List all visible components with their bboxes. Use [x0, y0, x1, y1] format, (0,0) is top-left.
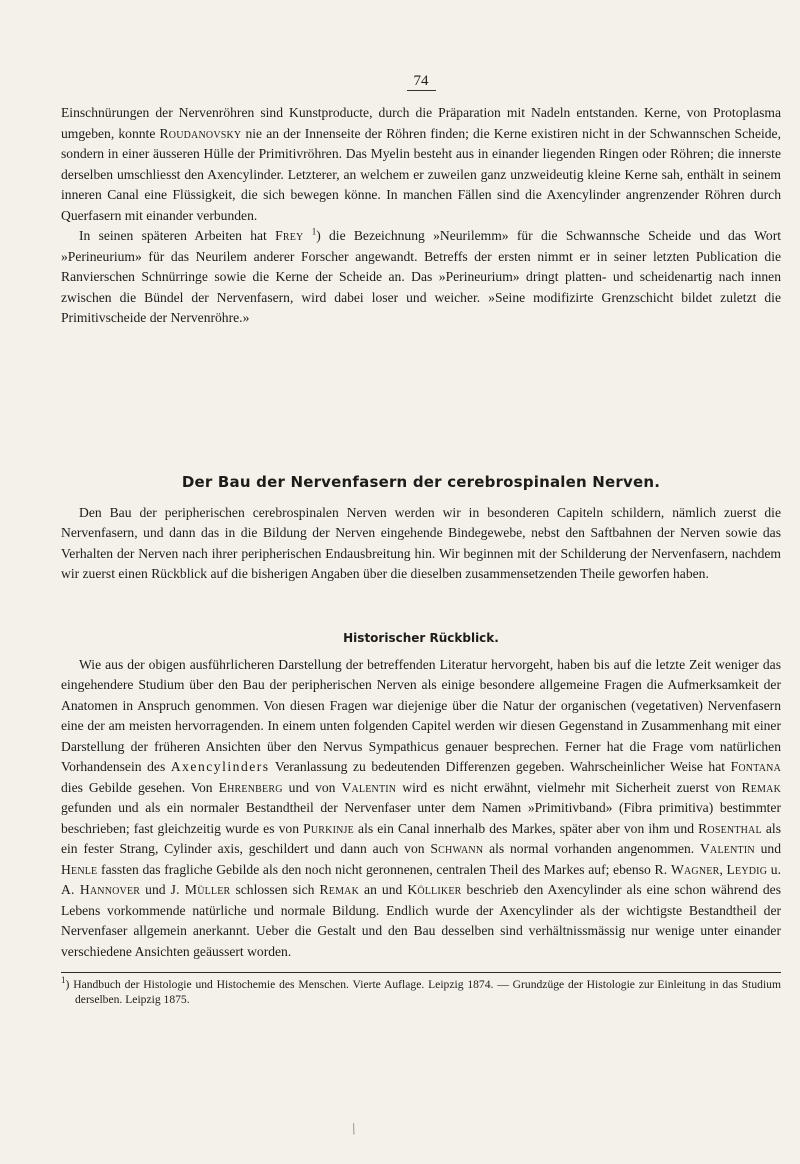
author-hannover: A. Hannover: [61, 882, 141, 897]
author-remak-2: Remak: [319, 882, 360, 897]
author-kolliker: Kölliker: [407, 882, 462, 897]
author-purkinje: Purkinje: [303, 820, 354, 836]
page-number: 74: [61, 72, 781, 91]
author-henle: Henle: [61, 861, 98, 877]
term-axencylinders: Axencylinders: [170, 759, 270, 774]
historical-paragraph: Wie aus der obigen ausführlicheren Darstellung der betreffenden Literatur hervorgeht, haben bis auf die letzte Zeit weniger das eingehendere Studium über den Bau der peripherischen Nerven als einige besondere allgemeine Fragen die Aufmerksamkeit der Anatomen in Anspruch genommen. Von diesen Fragen war diejenige über die Natur der organischen (vegetativen) Nervenfasern eine der am meisten hervorragenden. In einem unten folgenden Capitel werden wir diesen Gegenstand in Zusammenhang mit einer Darstellung der früheren Ansichten über den Nervus Sympathicus genauer besprechen. Ferner hat die Frage vom natürlichen Vorhandensein des Axencylinders Veranlassung zu bedeutenden Differenzen gegeben. Wahrscheinlicher Weise hat Fontana dies Gebilde gesehen. Von Ehrenberg und von Valentin wird es nicht erwähnt, vielmehr mit Sicherheit zuerst von Remak gefunden und als ein normaler Bestandtheil der Nervenfaser unter dem Namen »Primitivband» (Fibra primitiva) bestimmter beschrieben; fast gleichzeitig wurde es von Purkinje als ein Canal innerhalb des Markes, später aber von ihm und Rosenthal als ein fester Strang, Cylinder axis, geschildert und dann auch von Schwann als normal vorhanden angenommen. Valentin und Henle fassten das fragliche Gebilde als den noch nicht geronnenen, centralen Theil des Markes auf; ebenso R. Wagner, Leydig u. A. Hannover und J. Müller schlossen sich Remak an und Kölliker beschrieb den Axencylinder als eine schon während des Lebens vorkommende natürliche und normale Bildung. Endlich wurde der Axencylinder als der wichtigste Bestandtheil der Nervenfaser allgemein anerkannt. Ueber die Gestalt und den Bau desselben sind verhältnissmässig nur wenige unter einander verschiedene Ansichten geäussert worden.: [61, 656, 782, 959]
author-remak: Remak: [741, 779, 781, 795]
stray-mark: /: [349, 1120, 360, 1139]
subsection-title: Historischer Rückblick.: [343, 630, 499, 645]
intro-paragraph-1: Einschnürungen der Nervenröhren sind Kunstproducte, durch die Präparation mit Nadeln entstanden. Kerne, von Protoplasma umgeben, konnte Roudanovsky nie an der Innenseite der Röhren finden; die Kerne existiren nicht in der Schwannschen Scheide, sondern in einer äusseren Hülle der Primitivröhren. Das Myelin besteht aus in einander liegenden Ringen oder Röhren; die innerste derselben umschliesst den Axencylinder. Letzterer, an welchem er zuweilen ganz unzweideutig kleine Kerne sah, enthält in seinem inneren Canal eine Flüssigkeit, die sich bewegen könne. In manchen Fällen sind die Axencylinder angrenzender Röhren durch Querfasern mit einander verbunden.: [61, 105, 781, 223]
intro-paragraph-2: In seinen späteren Arbeiten hat Frey $^1$) die Bezeichnung »Neurilemm» für die Schwannsche Scheide und das Wort »Perineurium» für das Neurilem anderer Forscher angewandt. Betreffs der ersten nimmt er in seiner letzten Publication die Ranvierschen Schnürringe sowie die Kerne der Scheide an. Das »Perineurium» dringt platten- und scheidenartig nach innen zwischen die Bündel der Nervenfasern, wird dabei loser und weicher. »Seine modifizirte Grenzschicht bildet zuletzt die Primitivscheide der Nervenröhre.»: [61, 226, 781, 325]
footnote-marker: 1: [61, 975, 66, 986]
author-schwann: Schwann: [430, 841, 484, 856]
author-roudanovsky: Roudanovsky: [159, 125, 242, 141]
page: [61, 72, 781, 1007]
footnote-rule: [61, 972, 781, 973]
author-leydig: Leydig: [726, 861, 768, 877]
footnote-reference: 1: [311, 226, 317, 237]
author-valentin-2: Valentin: [700, 841, 755, 856]
author-muller: J. Müller: [170, 882, 231, 897]
author-frey: Frey: [275, 228, 304, 243]
author-rosenthal: Rosenthal: [698, 820, 762, 836]
footnote: $^1$) Handbuch der Histologie und Histochemie des Menschen. Vierte Auflage. Leipzig 1874. — Grundzüge der Histologie zur Einleitung in das Studium derselben. Leipzig 1875.: [61, 975, 781, 1006]
author-ehrenberg: Ehrenberg: [218, 779, 283, 795]
author-fontana: Fontana: [730, 759, 781, 774]
author-valentin: Valentin: [341, 779, 397, 795]
author-wagner: R. Wagner: [654, 861, 720, 877]
section-title: Der Bau der Nervenfasern der cerebrospinalen Nerven.: [181, 472, 661, 491]
section-paragraph: Den Bau der peripherischen cerebrospinalen Nerven werden wir in besonderen Capiteln schildern, nämlich zuerst die Nervenfasern, und dann das in die Bildung der Nerven eingehende Bindegewebe, nebst den Saftbahnen der Nerven sowie das Verhalten der Nerven nach ihrer peripherischen Endausbreitung hin. Wir beginnen mit der Schilderung der Nervenfasern, nachdem wir zuerst einen Rückblick auf die bisherigen Angaben über die dieselben zusammensetzenden Theile geworfen haben.: [61, 504, 781, 581]
